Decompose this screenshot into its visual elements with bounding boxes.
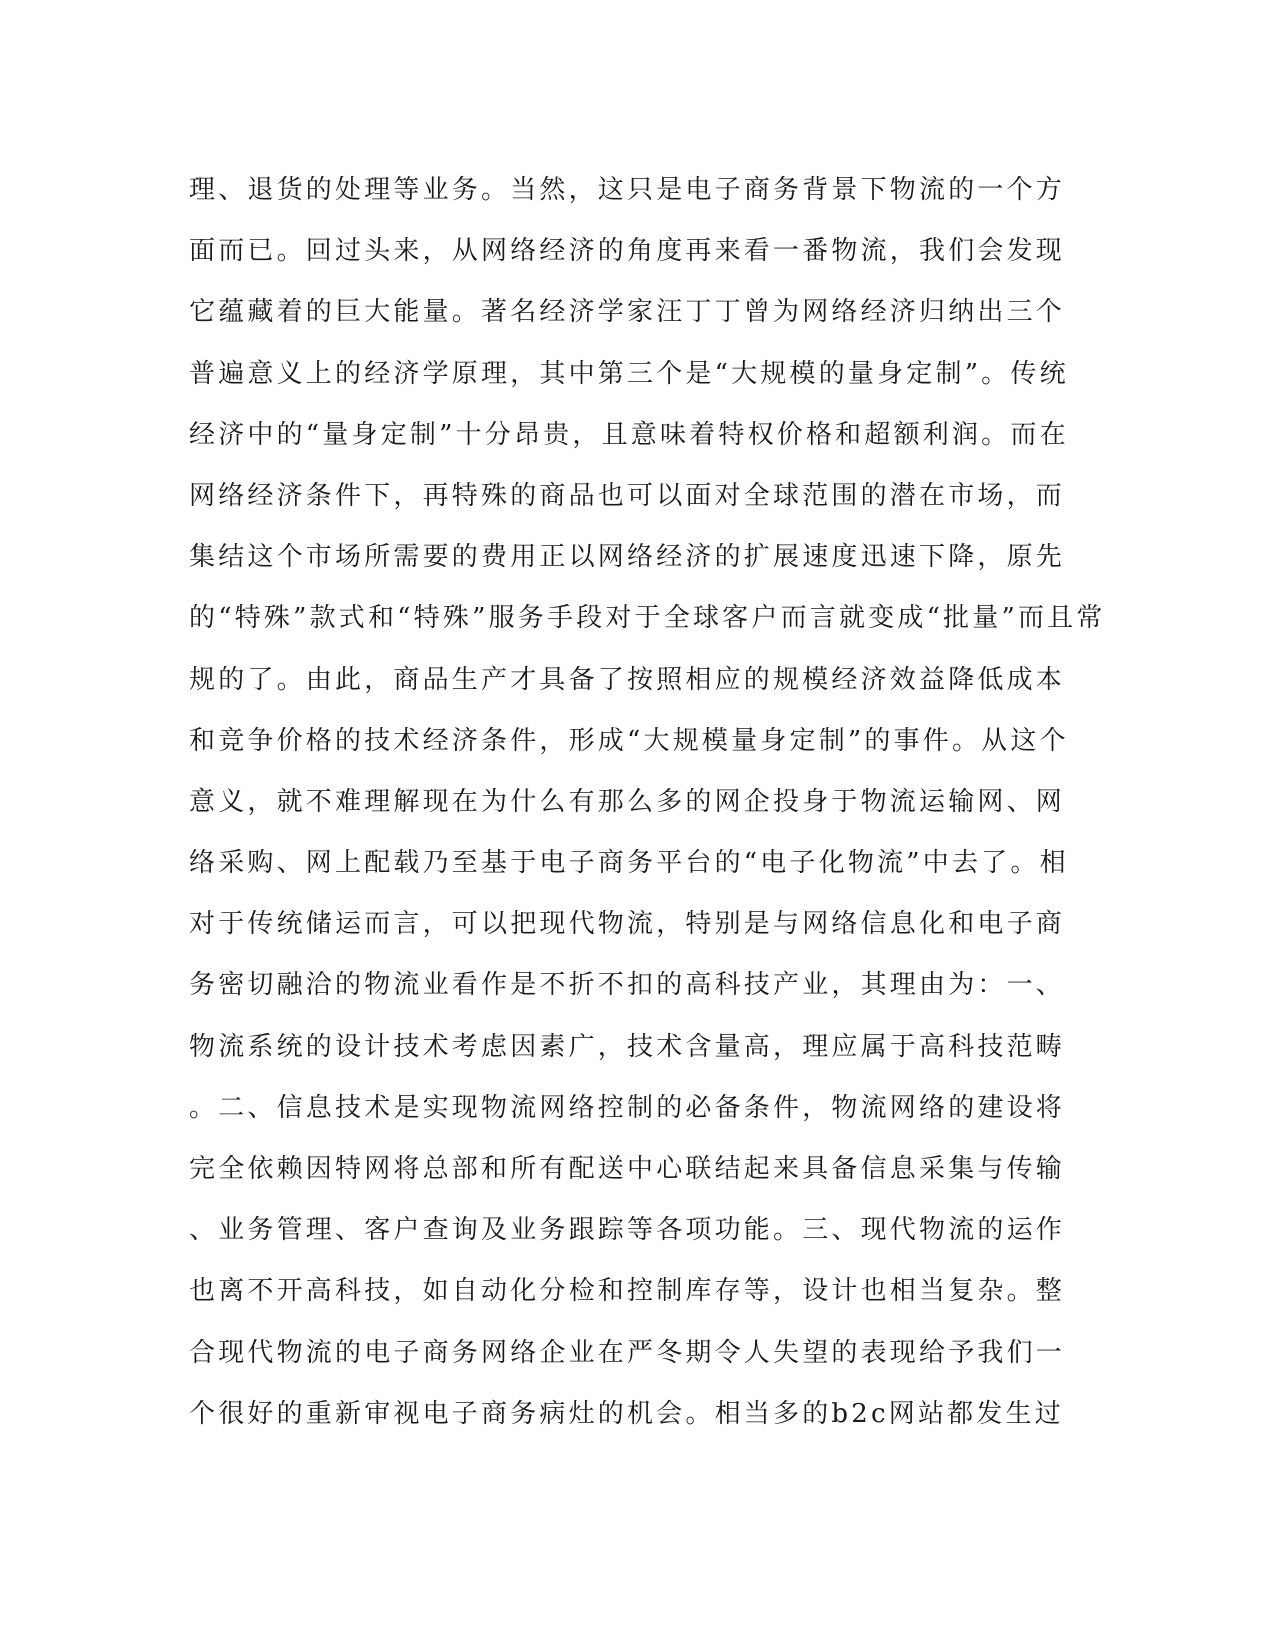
text-line: 规的了。由此，商品生产才具备了按照相应的规模经济效益降低成本 (189, 664, 1066, 695)
text-line: 经济中的“量身定制”十分昂贵，且意味着特权价格和超额利润。而在 (189, 419, 1069, 450)
text-line: 络采购、网上配载乃至基于电子商务平台的“电子化物流”中去了。相 (189, 848, 1069, 879)
text-line: 意义，就不难理解现在为什么有那么多的网企投身于物流运输网、网 (189, 786, 1066, 817)
text-line: 个很好的重新审视电子商务病灶的机会。相当多的b2c网站都发生过 (189, 1398, 1064, 1429)
text-line: 物流系统的设计技术考虑因素广，技术含量高，理应属于高科技范畴 (189, 1031, 1066, 1062)
text-line: 理、退货的处理等业务。当然，这只是电子商务背景下物流的一个方 (189, 175, 1066, 205)
text-line: 面而已。回过头来，从网络经济的角度再来看一番物流，我们会发现 (189, 236, 1066, 267)
text-line: 集结这个市场所需要的费用正以网络经济的扩展速度迅速下降，原先 (189, 542, 1066, 573)
text-line: 合现代物流的电子商务网络企业在严冬期令人失望的表现给予我们一 (189, 1337, 1066, 1368)
body-text (189, 160, 1106, 1445)
text-line: 和竞争价格的技术经济条件，形成“大规模量身定制”的事件。从这个 (189, 725, 1069, 756)
text-line: 普遍意义上的经济学原理，其中第三个是“大规模的量身定制”。传统 (189, 358, 1069, 389)
text-line: 完全依赖因特网将总部和所有配送中心联结起来具备信息采集与传输 (189, 1154, 1066, 1184)
text-line: 务密切融洽的物流业看作是不折不扣的高科技产业，其理由为：一、 (189, 970, 1066, 1001)
text-line: 也离不开高科技，如自动化分检和控制库存等，设计也相当复杂。整 (189, 1276, 1066, 1307)
text-line: 它蕴藏着的巨大能量。著名经济学家汪丁丁曾为网络经济归纳出三个 (189, 297, 1066, 328)
text-line: 、业务管理、客户查询及业务跟踪等各项功能。三、现代物流的运作 (189, 1215, 1066, 1246)
text-line: 网络经济条件下，再特殊的商品也可以面对全球范围的潜在市场，而 (189, 480, 1066, 511)
text-line: 对于传统储运而言，可以把现代物流，特别是与网络信息化和电子商 (189, 909, 1066, 940)
text-line: 。二、信息技术是实现物流网络控制的必备条件，物流网络的建设将 (189, 1092, 1066, 1123)
text-line: 的“特殊”款式和“特殊”服务手段对于全球客户而言就变成“批量”而且常 (189, 603, 1106, 634)
